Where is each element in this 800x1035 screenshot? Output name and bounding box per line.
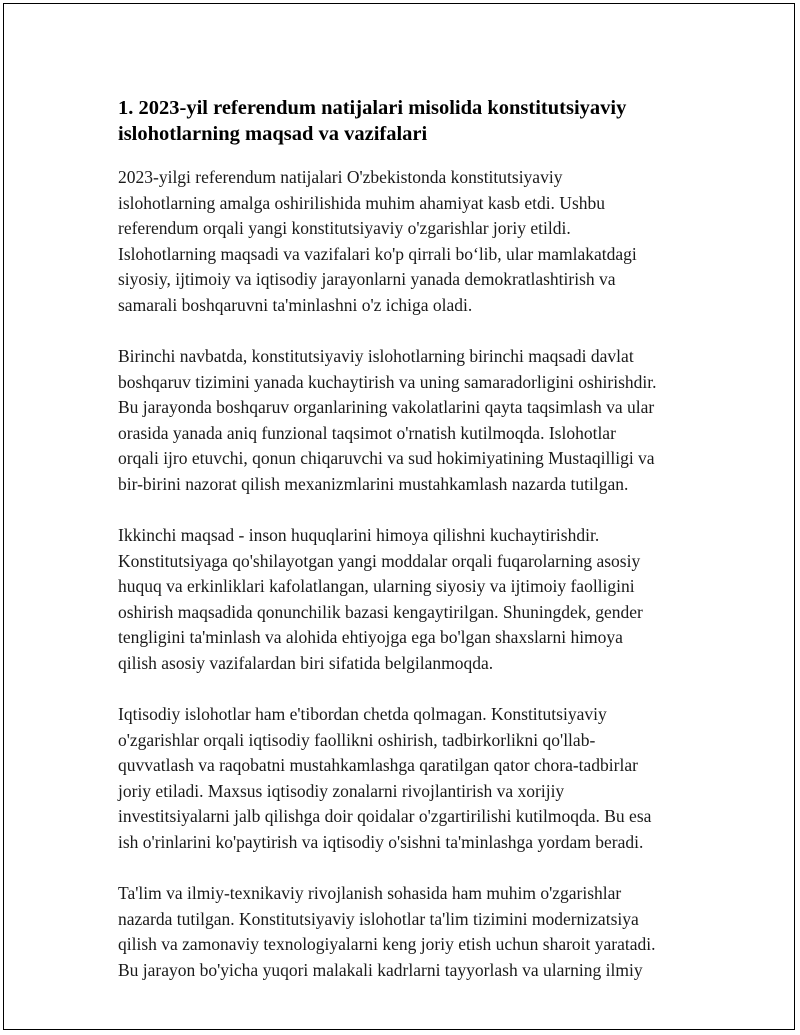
paragraph-line: investitsiyalarni jalb qilishga doir qoidalar o'zgartirilishi kutilmoqda. Bu esa [118, 806, 652, 826]
paragraph-line: Bu jarayonda boshqaruv organlarining vakolatlarini qayta taqsimlash va ular [118, 397, 655, 417]
paragraph-line: Iqtisodiy islohotlar ham e'tibordan chetda qolmagan. Konstitutsiyaviy [118, 704, 607, 724]
paragraph-line: referendum orqali yangi konstitutsiyaviy o'zgarishlar joriy etildi. [118, 218, 571, 238]
section-heading [118, 95, 698, 147]
paragraph-line: huquq va erkinliklari kafolatlangan, ularning siyosiy va ijtimoiy faolligini [118, 576, 635, 596]
paragraph-line: nazarda tutilgan. Konstitutsiyaviy islohotlar ta'lim tizimini modernizatsiya [118, 908, 639, 929]
paragraph-referendum-results [118, 165, 698, 318]
paragraph-second-goal [118, 523, 698, 676]
paragraph-line: Konstitutsiyaga qo'shilayotgan yangi moddalar orqali fuqarolarning asosiy [118, 550, 641, 571]
paragraph-economic-reforms [118, 702, 698, 855]
paragraph-line: tengligini ta'minlash va alohida ehtiyojga ega bo'lgan shaxslarni himoya [118, 627, 623, 647]
paragraph-line: bir-birini nazorat qilish mexanizmlarini mustahkamlash nazarda tutilgan. [118, 473, 629, 494]
heading-line: 1. 2023-yil referendum natijalari misolida konstitutsiyaviy [118, 97, 627, 119]
paragraph-line: Bu jarayon bo'yicha yuqori malakali kadrlarni tayyorlash va ularning ilmiy [118, 959, 643, 980]
paragraph-line: oshirish maqsadida qonunchilik bazasi kengaytirilgan. Shuningdek, gender [118, 601, 643, 622]
paragraph-line: Ikkinchi maqsad - inson huquqlarini himoya qilishni kuchaytirishdir. [118, 525, 600, 545]
paragraph-line: joriy etiladi. Maxsus iqtisodiy zonalarni rivojlantirish va xorijiy [118, 780, 565, 801]
paragraph-line: Islohotlarning maqsadi va vazifalari ko'p qirrali bo‘lib, ular mamlakatdagi [118, 243, 637, 264]
paragraph-line: orasida yanada aniq funzional taqsimot o'rnatish kutilmoqda. Islohotlar [118, 422, 616, 443]
paragraph-line: Birinchi navbatda, konstitutsiyaviy islohotlarning birinchi maqsadi davlat [118, 346, 634, 366]
paragraph-line: o'zgarishlar orqali iqtisodiy faollikni oshirish, tadbirkorlikni qo'llab- [118, 729, 596, 750]
paragraph-line: Ta'lim va ilmiy-texnikaviy rivojlanish sohasida ham muhim o'zgarishlar [118, 883, 622, 903]
paragraph-line: qilish va zamonaviy texnologiyalarni keng joriy etish uchun sharoit yaratadi. [118, 934, 656, 954]
paragraph-line: 2023-yilgi referendum natijalari O'zbekistonda konstitutsiyaviy [118, 167, 563, 187]
paragraph-line: orqali ijro etuvchi, qonun chiqaruvchi va sud hokimiyatining Mustaqilligi va [118, 448, 655, 468]
paragraph-line: islohotlarning amalga oshirilishida muhim ahamiyat kasb etdi. Ushbu [118, 192, 606, 213]
heading-line: islohotlarning maqsad va vazifalari [118, 123, 428, 145]
paragraph-line: ish o'rinlarini ko'paytirish va iqtisodiy o'sishni ta'minlashga yordam beradi. [118, 831, 644, 852]
paragraph-line: samarali boshqaruvni ta'minlashni o'z ichiga oladi. [118, 294, 473, 315]
paragraph-line: boshqaruv tizimini yanada kuchaytirish va uning samaradorligini oshirishdir. [118, 371, 657, 392]
paragraph-first-goal [118, 344, 698, 497]
paragraph-line: quvvatlash va raqobatni mustahkamlashga qaratilgan qator chora-tadbirlar [118, 755, 638, 775]
paragraph-education-science [118, 881, 698, 983]
paragraph-line: qilish asosiy vazifalardan biri sifatida belgilanmoqda. [118, 652, 494, 673]
document-body [118, 95, 698, 1009]
paragraph-line: siyosiy, ijtimoiy va iqtisodiy jarayonlarni yanada demokratlashtirish va [118, 269, 616, 289]
document-page [3, 3, 795, 1030]
